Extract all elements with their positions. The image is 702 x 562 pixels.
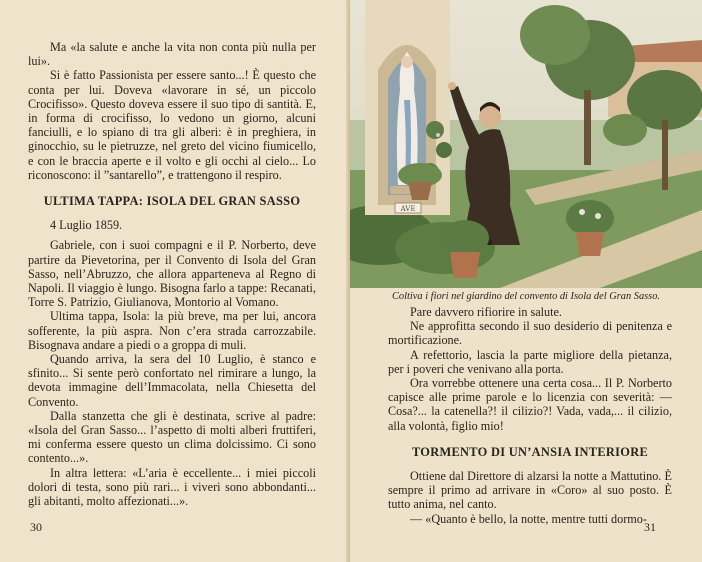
paragraph: Ora vorrebbe ottenere una certa cosa... Il P. Norberto capisce alle prime parole e lo licenzia con severità: — Cosa?... la catenella?! il cilizio?! Vada, vada,... il cilizio, alla volontà, figlio mio! [388,376,672,433]
paragraph: Dalla stanzetta che gli è destinata, scrive al padre: «Isola del Gran Sasso... l’aspetto di molti alberi fruttiferi, mi conferma essere questo un clima dolcissimo. Ci sono contento...». [28,408,316,466]
plaque-text: AVE [400,205,416,213]
paragraph: — «Quanto è bello, la notte, mentre tutti dormo- [410,511,647,526]
left-page [0,0,350,562]
paragraph: Quando arriva, la sera del 10 Luglio, è stanco e sfinito... Si sente però confortato nel rimirare a lungo, la devota immagine dell’Immacolata, nella Chiesetta del Convento. [28,352,316,409]
paragraph: Si è fatto Passionista per essere santo...! È questo che conta per lui. Doveva «lavorare in sé, un piccolo Crocifisso». Questo doveva essere il suo tipo di santità. E, in forma di crocifisso, lo vedono un giorno, alcuni fanciulli, e lo spiano di tra gli alberi: è in preghiera, in ginocchio, su le pietruzze, nel greto del vicino fiumicello, e con le braccia aperte e il volto e gli occhi al cielo... Lo riconoscono: il ”santarello”, e trattengono il respiro. [28,68,316,182]
paragraph: Ottiene dal Direttore di alzarsi la notte a Mattutino. È sempre il primo ad arrivare in «Coro» al suo posto. È tutto anima, nel canto. [388,469,672,512]
page-number: 31 [644,520,656,534]
paragraph: Ma «la salute e anche la vita non conta più nulla per lui». [28,40,316,69]
page-number: 30 [30,520,42,534]
paragraph: Gabriele, con i suoi compagni e il P. Norberto, deve partire da Pievetorina, per il Convento di Isola del Gran Sasso, nell’Abruzzo, che allora apparteneva al Regno di Napoli. Il viaggio è lungo. Bisogna farlo a tappe: Recanati, Torre S. Patrizio, Giulianova, Montorio al Vomano. [28,238,316,310]
paragraph: Ultima tappa, Isola: la più breve, ma per lui, ancora sofferente, la più aspra. Non c’era strada carrozzabile. Bisognava andare a piedi o a groppa di muli. [28,309,316,352]
paragraph: Pare davvero rifiorire in salute. [410,305,562,319]
paragraph: A refettorio, lascia la parte migliore della pietanza, per i poveri che venivano alla porta. [388,347,672,376]
paragraph: In altra lettera: «L’aria è eccellente... i miei piccoli dolori di testa, sono più rari... i viveri sono abbondanti... gli abitanti, molto affezionati...». [28,465,316,509]
garden-illustration [350,0,702,288]
illustration-caption: Coltiva i fiori nel giardino del convento di Isola del Gran Sasso. [392,291,661,302]
paragraph: Ne approfitta secondo il suo desiderio di penitenza e mortificazione. [388,319,672,348]
left-page-text [28,40,316,508]
right-page [350,0,702,562]
section-heading: ULTIMA TAPPA: ISOLA DEL GRAN SASSO [43,194,301,209]
section-heading: TORMENTO DI UN’ANSIA INTERIORE [411,444,649,459]
right-page-text [388,305,672,526]
date-line: 4 Luglio 1859. [50,218,123,233]
